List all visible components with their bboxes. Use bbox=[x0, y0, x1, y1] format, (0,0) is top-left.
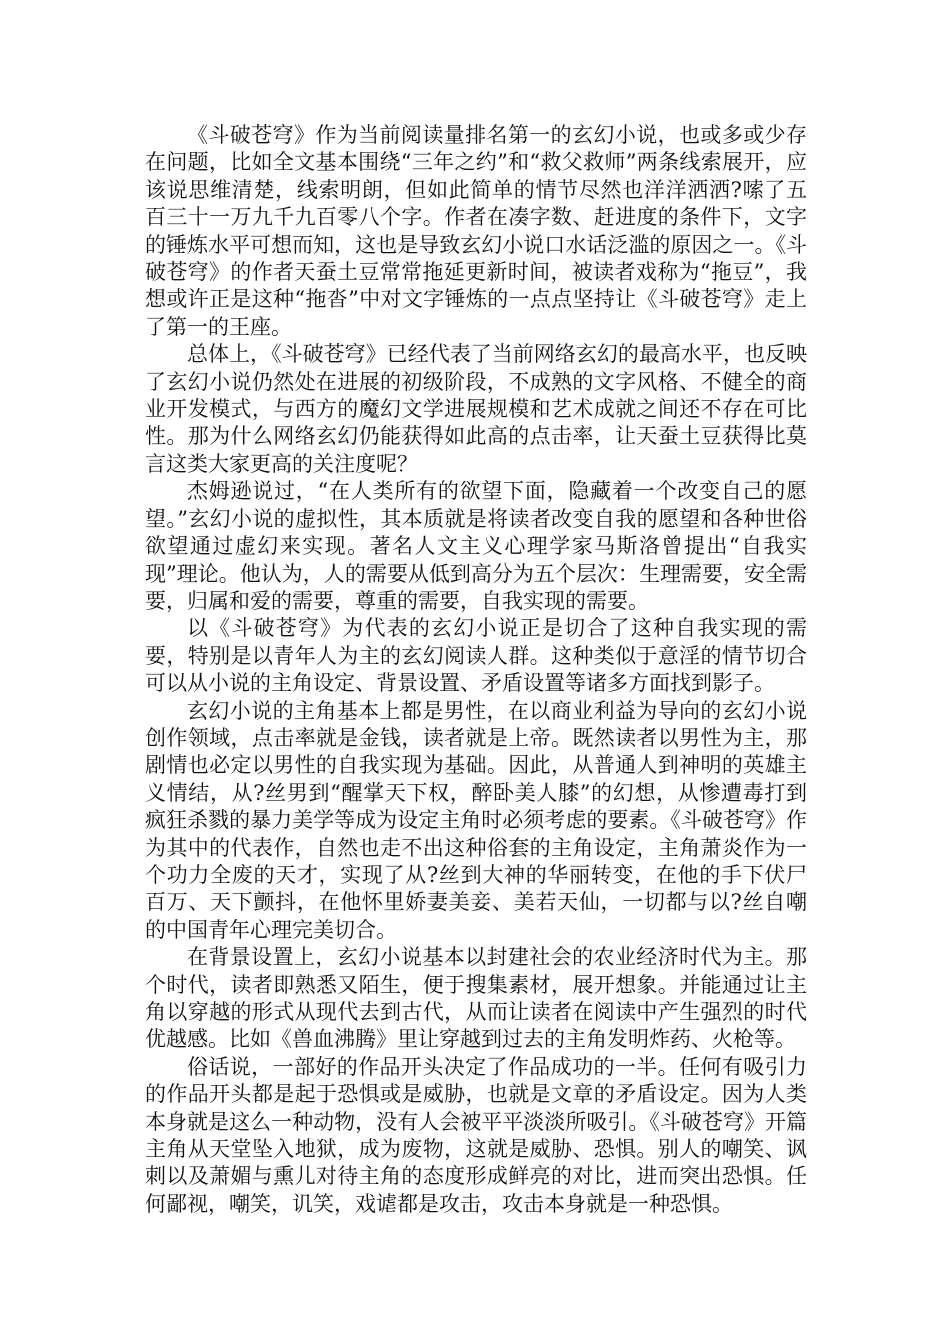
paragraph-2: 总体上，《斗破苍穹》已经代表了当前网络玄幻的最高水平，也反映了玄幻小说仍然处在进展的初级阶段，不成熟的文字风格、不健全的商业开发模式，与西方的魔幻文学进展规模和艺术成就之间还不存在可比性。那为什么网络玄幻仍能获得如此高的点击率，让天蚕土豆获得比莫言这类大家更高的关注度呢？ bbox=[145, 342, 807, 476]
paragraph-1: 《斗破苍穹》作为当前阅读量排名第一的玄幻小说，也或多或少存在问题，比如全文基本围绕“三年之约”和“救父救师”两条线索展开，应该说思维清楚，线索明朗，但如此简单的情节尽然也洋洋洒洒?嗦了五百三十一万九千九百零八个字。作者在凑字数、赶进度的条件下，文字的锤炼水平可想而知，这也是导致玄幻小说口水话泛滥的原因之一。《斗破苍穹》的作者天蚕土豆常常拖延更新时间，被读者戏称为“拖豆”，我想或许正是这种“拖沓”中对文字锤炼的一点点坚持让《斗破苍穹》走上了第一的王座。 bbox=[145, 123, 807, 339]
paragraph-3: 杰姆逊说过，“在人类所有的欲望下面，隐藏着一个改变自己的愿望。”玄幻小说的虚拟性，其本质就是将读者改变自我的愿望和各种世俗欲望通过虚幻来实现。著名人文主义心理学家马斯洛曾提出“自我实现”理论。他认为，人的需要从低到高分为五个层次：生理需要，安全需要，归属和爱的需要，尊重的需要，自我实现的需要。 bbox=[145, 479, 807, 613]
document-body bbox=[145, 122, 807, 1218]
paragraph-4: 以《斗破苍穹》为代表的玄幻小说正是切合了这种自我实现的需要，特别是以青年人为主的玄幻阅读人群。这种类似于意淫的情节切合可以从小说的主角设定、背景设置、矛盾设置等诸多方面找到影子。 bbox=[145, 616, 807, 696]
paragraph-7: 俗话说，一部好的作品开头决定了作品成功的一半。任何有吸引力的作品开头都是起于恐惧或是威胁，也就是文章的矛盾设定。因为人类本身就是这么一种动物，没有人会被平平淡淡所吸引。《斗破苍穹》开篇主角从天堂坠入地狱，成为废物，这就是威胁、恐惧。别人的嘲笑、讽刺以及萧媚与熏儿对待主角的态度形成鲜亮的对比，进而突出恐惧。任何鄙视，嘲笑，讥笑，戏谑都是攻击，攻击本身就是一种恐惧。 bbox=[145, 1054, 807, 1216]
paragraph-5: 玄幻小说的主角基本上都是男性，在以商业利益为导向的玄幻小说创作领域，点击率就是金钱，读者就是上帝。既然读者以男性为主，那剧情也必定以男性的自我实现为基础。因此，从普通人到神明的英雄主义情结，从?丝男到“醒掌天下权，醉卧美人膝”的幻想，从惨遭毒打到疯狂杀戮的暴力美学等成为设定主角时必须考虑的要素。《斗破苍穹》作为其中的代表作，自然也走不出这种俗套的主角设定，主角萧炎作为一个功力全废的天才，实现了从?丝到大神的华丽转变，在他的手下伏尸百万、天下颤抖，在他怀里娇妻美妾、美若天仙，一切都与以?丝自嘲的中国青年心理完美切合。 bbox=[145, 698, 807, 942]
paragraph-6: 在背景设置上，玄幻小说基本以封建社会的农业经济时代为主。那个时代，读者即熟悉又陌生，便于搜集素材，展开想象。并能通过让主角以穿越的形式从现代去到古代，从而让读者在阅读中产生强烈的时代优越感。比如《兽血沸腾》里让穿越到过去的主角发明炸药、火枪等。 bbox=[145, 945, 807, 1052]
